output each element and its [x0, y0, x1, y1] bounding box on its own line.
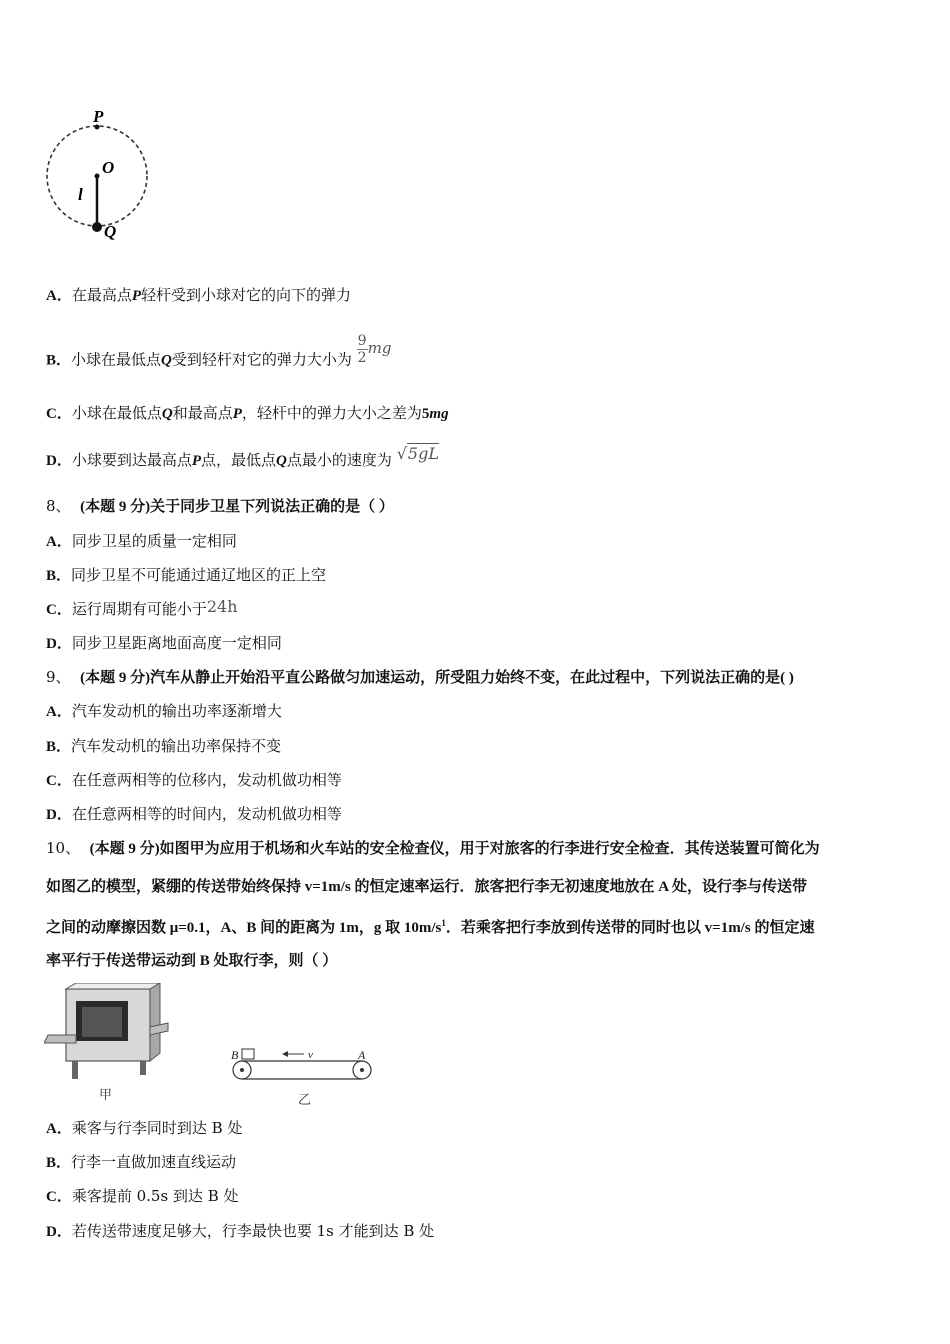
caption-jia: 甲	[99, 1087, 113, 1102]
q7-option-a: A．在最高点P轻杆受到小球对它的向下的弹力	[46, 286, 352, 304]
fraction-nine-halves: $\frac{9}{2}$	[357, 333, 367, 366]
q10-option-c: C．乘客提前 0.5s 到达 B 处	[46, 1187, 239, 1205]
q9-option-c: C．在任意两相等的位移内，发动机做功相等	[46, 771, 342, 789]
q9-option-d: D．在任意两相等的时间内，发动机做功相等	[46, 805, 342, 823]
label-v: v	[308, 1049, 313, 1061]
caption-yi: 乙	[298, 1092, 312, 1107]
scanner-side	[150, 983, 160, 1061]
label-b: B	[231, 1048, 239, 1062]
q8-stem: 8、 (本题 9 分)关于同步卫星下列说法正确的是（ ）	[46, 497, 394, 515]
label-a: A	[358, 1048, 366, 1062]
label-o: O	[102, 158, 115, 177]
label-q: Q	[104, 222, 117, 241]
q10-option-b: B．行李一直做加速直线运动	[46, 1153, 237, 1171]
pendulum-figure	[38, 100, 158, 250]
ball-q	[92, 222, 102, 232]
scanner-inner	[82, 1007, 122, 1037]
q10-stem-line-2: 如图乙的模型，紧绷的传送带始终保持 v=1m/s 的恒定速率运行．旅客把行李无初速度地放在 A 处，设行李与传送带	[46, 879, 808, 895]
xray-scanner-figure	[44, 983, 174, 1105]
q7-option-b: B．小球在最低点Q受到轻杆对它的弹力大小为 $\frac{9}{2}$ mg	[46, 333, 392, 369]
q7-option-c: C．小球在最低点Q和最高点P，轻杆中的弹力大小之差为5mg	[46, 404, 449, 422]
scanner-top	[66, 983, 160, 989]
q8-option-c: C．运行周期有可能小于24h	[46, 597, 238, 618]
q9-option-a: A．汽车发动机的输出功率逐渐增大	[46, 702, 282, 720]
velocity-arrowhead	[282, 1051, 288, 1057]
conveyor-figure	[228, 1043, 378, 1109]
q10-option-d: D．若传送带速度足够大，行李最快也要 1s 才能到达 B 处	[46, 1222, 435, 1240]
q10-stem-line-1: 10、 (本题 9 分)如图甲为应用于机场和火车站的安全检查仪，用于对旅客的行李进行安全检查．其传送装置可简化为	[46, 839, 820, 857]
q8-option-a: A．同步卫星的质量一定相同	[46, 532, 237, 550]
q10-stem-line-4: 率平行于传送带运动到 B 处取行李，则（ ）	[46, 953, 338, 969]
q8-option-b: B．同步卫星不可能通过通辽地区的正上空	[46, 566, 327, 584]
q9-stem: 9、 (本题 9 分)汽车从静止开始沿平直公路做匀加速运动，所受阻力始终不变，在此过程中，下列说法正确的是( )	[46, 668, 794, 686]
sqrt-expression: √5gL	[396, 444, 439, 463]
conveyor-left	[44, 1035, 76, 1043]
luggage-box	[242, 1049, 254, 1059]
pulley-right-axle	[360, 1068, 364, 1072]
q9-option-b: B．汽车发动机的输出功率保持不变	[46, 737, 282, 755]
scanner-leg-left	[72, 1061, 78, 1079]
q7-option-d: D．小球要到达最高点P点，最低点Q点最小的速度为 √5gL	[46, 444, 439, 469]
label-p: P	[93, 107, 104, 126]
q10-stem-line-3: 之间的动摩擦因数 μ=0.1，A、B 间的距离为 1m，g 取 $10m/s^1$．若乘客把行李放到传送带的同时也以 v=1m/s 的恒定速	[46, 918, 815, 936]
q10-option-a: A．乘客与行李同时到达 B 处	[46, 1119, 243, 1137]
q8-option-d: D．同步卫星距离地面高度一定相同	[46, 634, 282, 652]
pulley-left-axle	[240, 1068, 244, 1072]
scanner-leg-right	[140, 1061, 146, 1075]
label-l: l	[78, 185, 83, 204]
